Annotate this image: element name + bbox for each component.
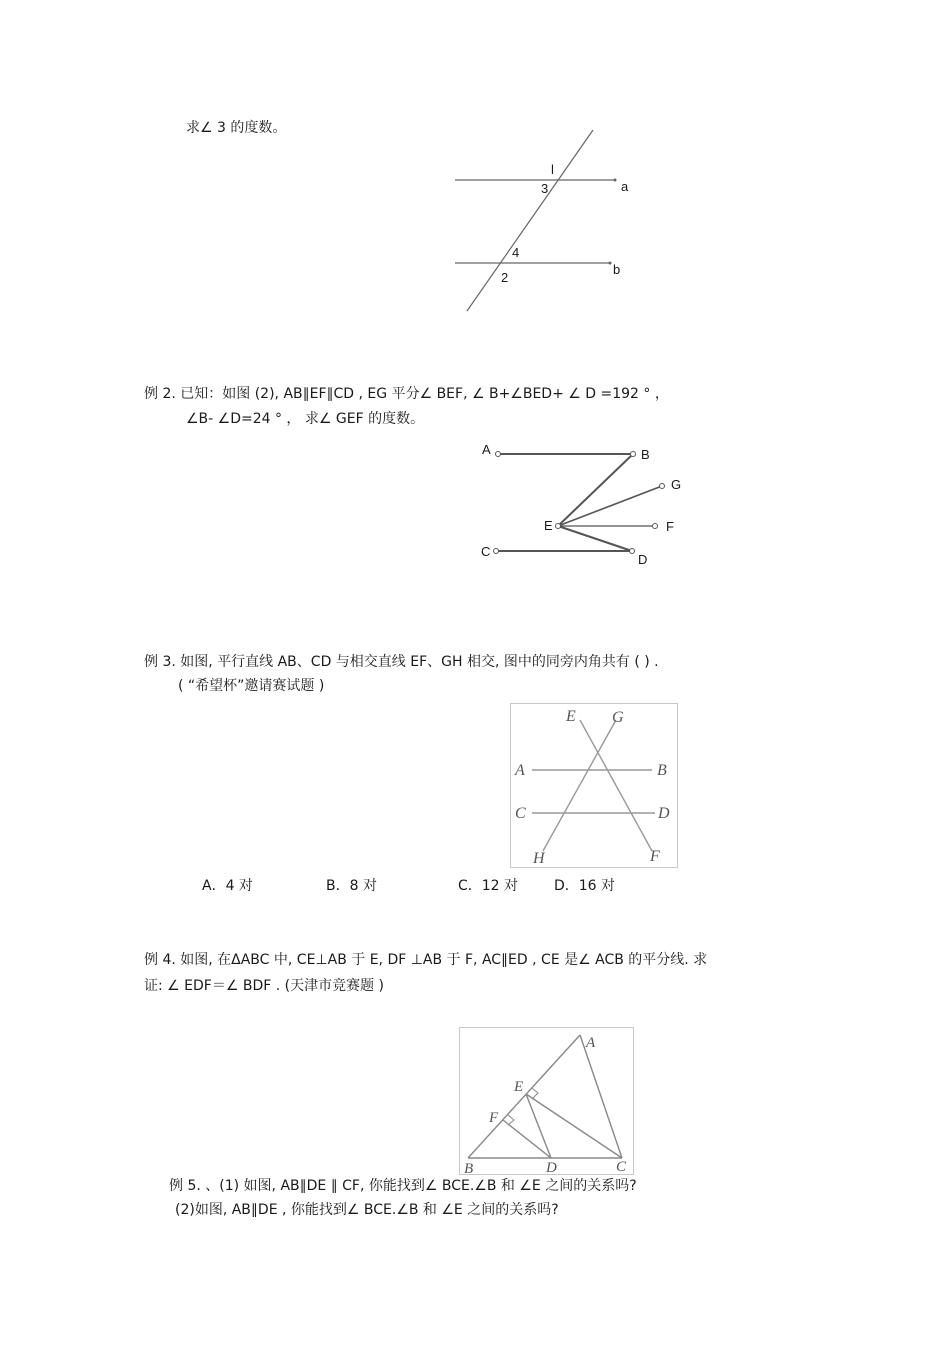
ex4-label-E: E [514,1079,524,1095]
ex2-label-F: F [666,519,674,534]
ex3-line1: 例 3. 如图, 平行直线 AB、CD 与相交直线 EF、GH 相交, 图中的同旁内角共有 ( ) . [144,654,659,670]
ex1-label-3: 3 [541,181,549,196]
ex2-line-EB [558,454,633,526]
ex4-line1: 例 4. 如图, 在ΔABC 中, CE⊥AB 于 E, DF ⊥AB 于 F, AC∥ED , CE 是∠ ACB 的平分线. 求 [144,952,708,968]
ex3-label-H: H [533,850,545,867]
ex4-label-F: F [489,1110,499,1126]
ex2-figure [470,435,690,575]
ex2-label-C: C [481,544,491,559]
ex1-label-4: 4 [512,245,520,260]
ex2-label-G: G [671,477,682,492]
ex3-label-A: A [515,762,525,779]
ex1-label-2: 2 [501,270,509,285]
ex3-label-C: C [515,805,526,822]
ex3-choice-c: C．12 对 [458,878,519,894]
ex3-figure [510,703,678,868]
ex3-choice-b: B．8 对 [326,878,377,894]
ex3-label-E: E [566,708,576,725]
ex3-choice-a: A．4 对 [202,878,253,894]
ex2-label-A: A [482,442,491,457]
ex1-label-b: b [613,262,621,277]
ex4-label-A: A [586,1035,596,1051]
ex3-label-D: D [658,805,670,822]
ex1-figure [440,120,640,320]
ex2-label-B: B [641,447,650,462]
ex3-choice-d: D．16 对 [554,878,616,894]
ex3-line2: ( “希望杯”邀请赛试题 ) [178,678,325,694]
ex4-line2: 证: ∠ EDF＝∠ BDF . (天津市竞赛题 ) [144,978,385,994]
ex4-label-B: B [464,1161,474,1177]
ex1-label-a: a [621,179,629,194]
ex4-figure [459,1027,634,1175]
ex2-line2: ∠B- ∠D=24 ° ， 求∠ GEF 的度数。 [186,411,425,427]
ex2-line-ED [558,526,632,551]
ex4-label-C: C [616,1159,627,1175]
ex3-label-G: G [612,709,624,726]
ex1-transversal-l [467,130,593,311]
ex5-line1: 例 5. 、(1) 如图, AB∥DE ∥ CF, 你能找到∠ BCE.∠B 和 ∠E 之间的关系吗? [169,1178,637,1194]
ex5-line2: (2)如图, AB∥DE , 你能找到∠ BCE.∠B 和 ∠E 之间的关系吗? [175,1202,559,1218]
ex1-question-tail: 求∠ 3 的度数。 [186,120,287,136]
ex2-line-EG [558,486,662,526]
ex2-label-D: D [638,552,648,567]
ex1-label-l: l [551,162,554,177]
ex3-label-F: F [650,848,660,865]
ex2-label-E: E [544,518,553,533]
ex2-line1: 例 2. 已知：如图 (2), AB∥EF∥CD , EG 平分∠ BEF, ∠ B+∠BED+ ∠ D =192 ° ， [144,386,669,402]
ex4-label-D: D [546,1160,557,1176]
ex3-label-B: B [657,762,667,779]
